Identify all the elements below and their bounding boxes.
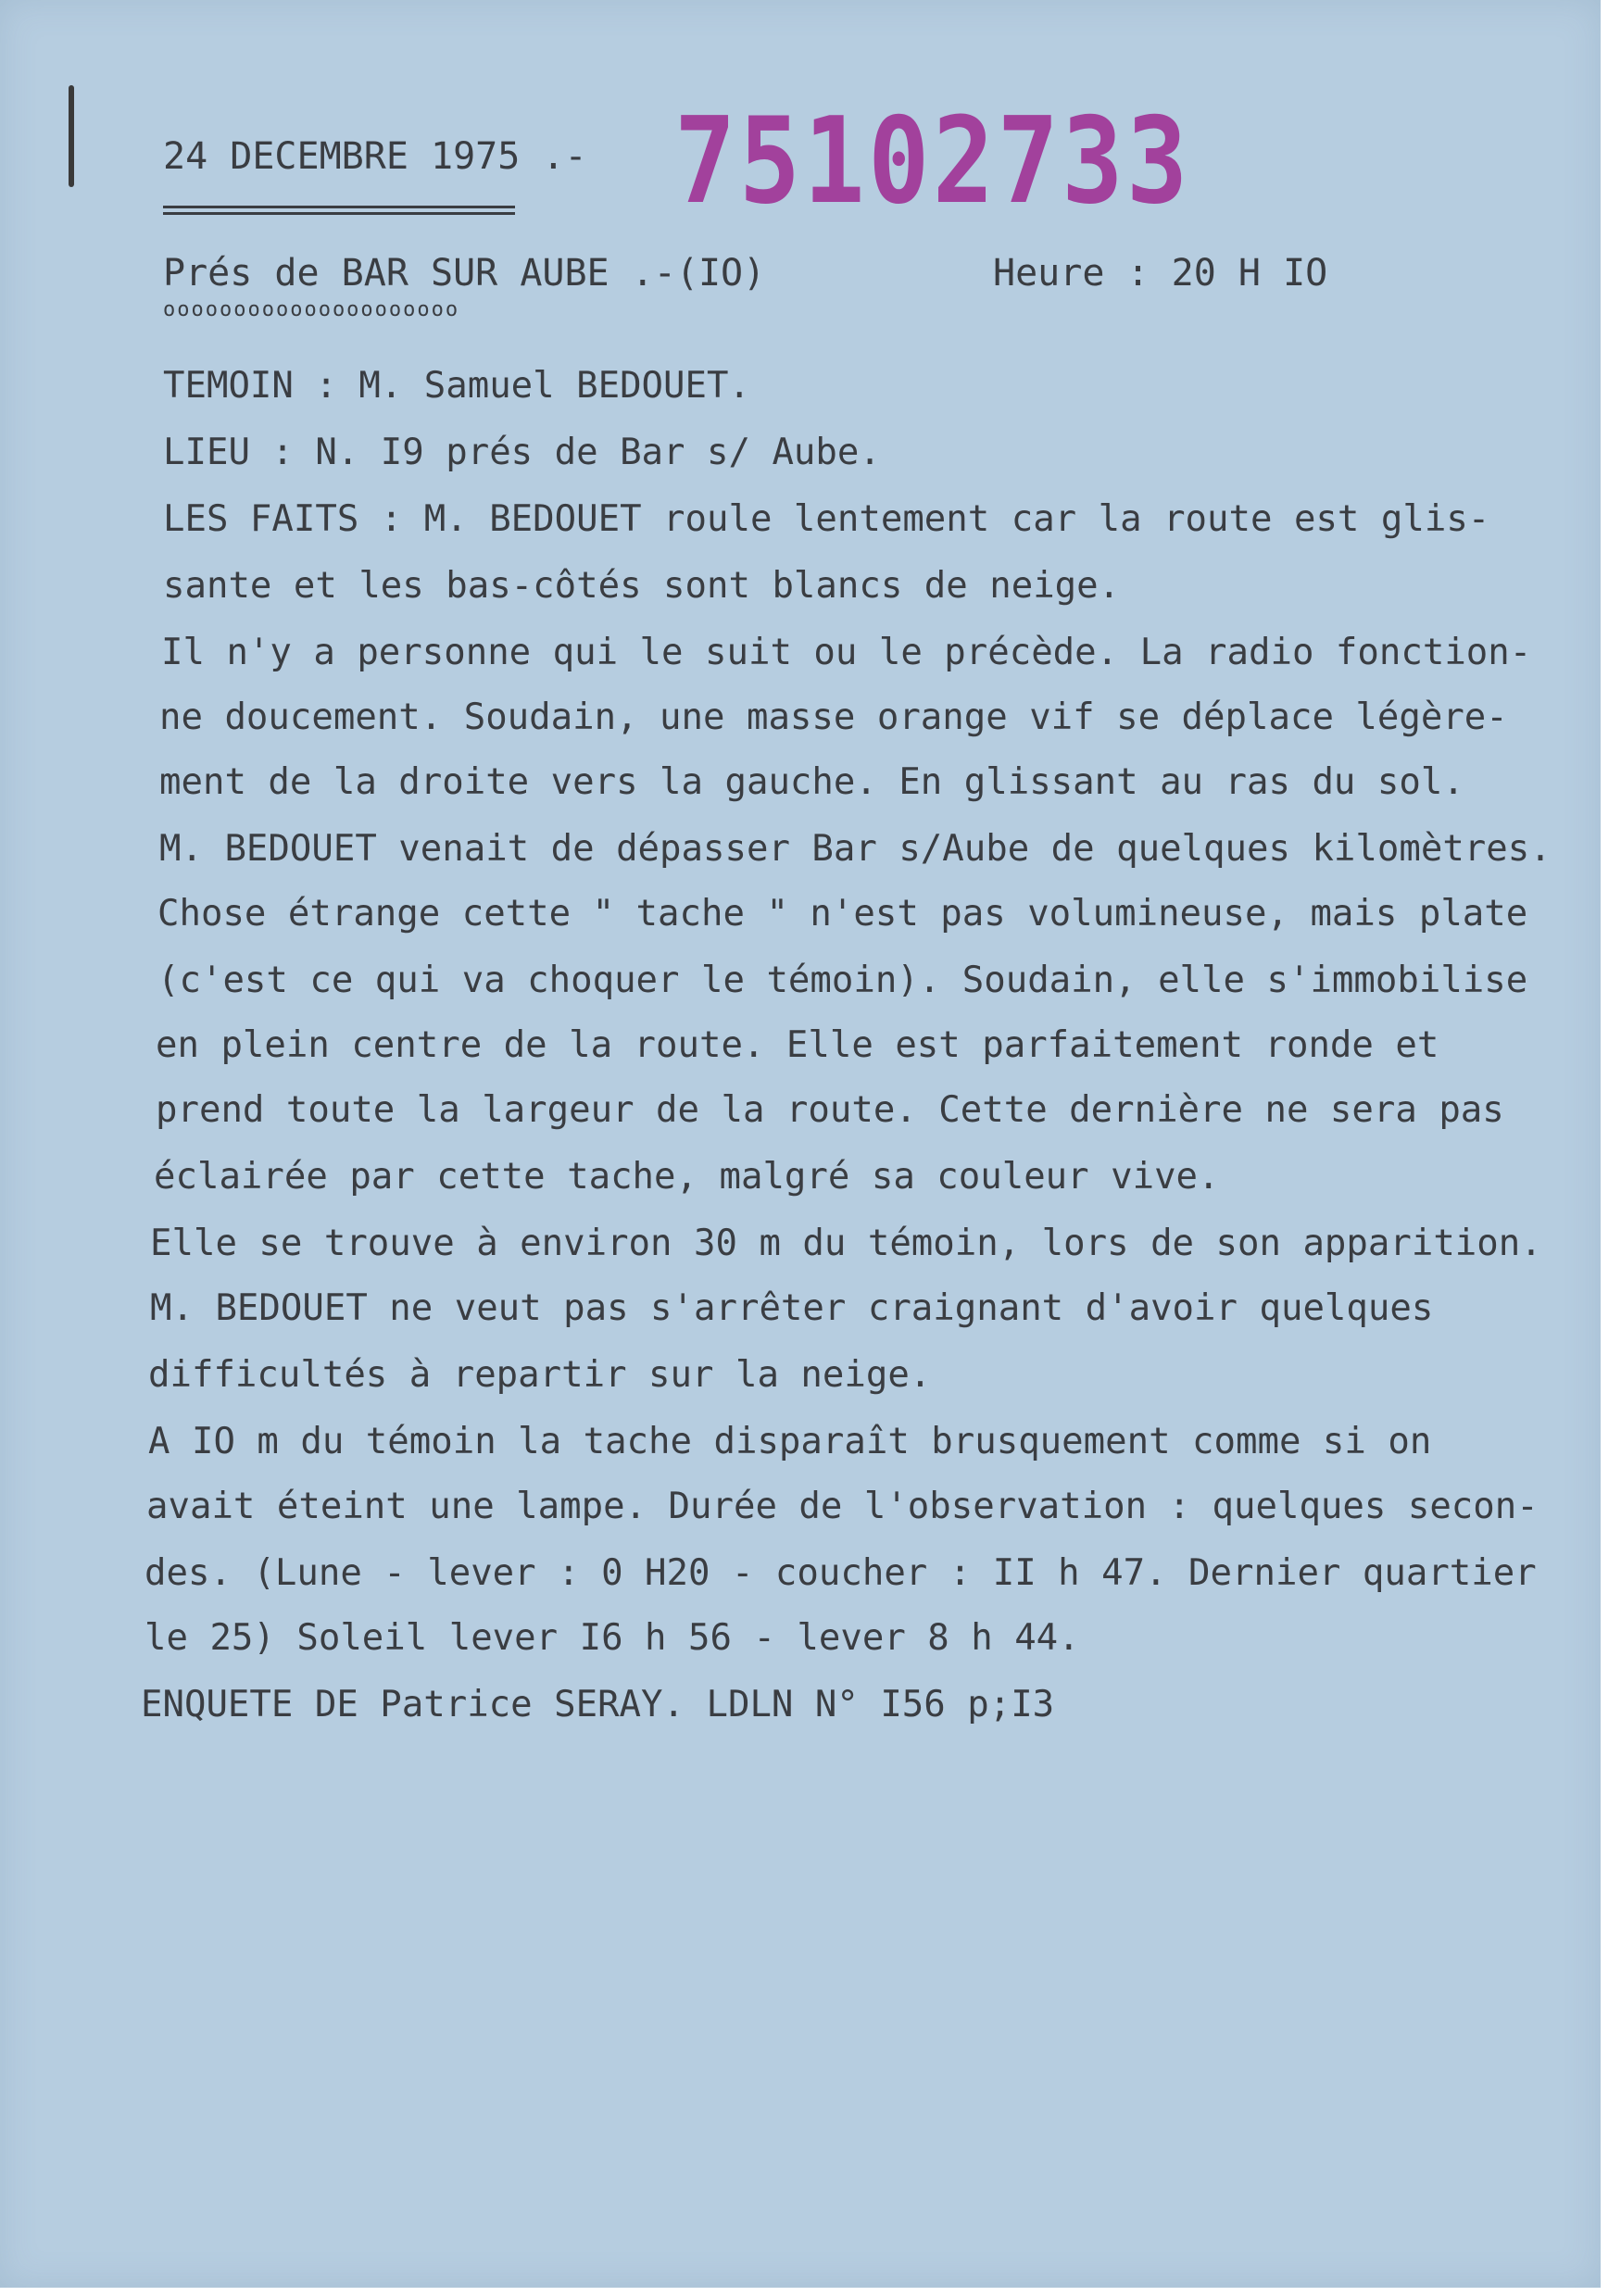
place-line: LIEU : N. I9 prés de Bar s/ Aube. [163,432,881,473]
body-line: avait éteint une lampe. Durée de l'observation : quelques secon- [146,1486,1539,1527]
observation-hour: Heure : 20 H IO [993,252,1328,295]
body-line: ne doucement. Soudain, une masse orange vif se déplace légère- [159,696,1508,738]
body-line: M. BEDOUET ne veut pas s'arrêter craignant d'avoir quelques [150,1287,1434,1329]
case-number-stamp: 75102733 [674,93,1191,231]
body-line: ment de la droite vers la gauche. En glissant au ras du sol. [159,761,1464,803]
date-double-underline [163,206,515,215]
body-line: (c'est ce qui va choquer le témoin). Soudain, elle s'immobilise [157,960,1528,1001]
body-line: des. (Lune - lever : 0 H20 - coucher : II h 47. Dernier quartier [145,1552,1537,1594]
body-line: le 25) Soleil lever I6 h 56 - lever 8 h 44. [145,1617,1080,1659]
facts-line: LES FAITS : M. BEDOUET roule lentement car la route est glis- [163,498,1490,540]
body-line: Il n'y a personne qui le suit ou le précède. La radio fonction- [161,632,1532,673]
body-line: M. BEDOUET venait de dépasser Bar s/Aube de quelques kilomètres. [159,828,1552,870]
location-underline: ooooooooooooooooooooo [163,298,460,321]
body-line: difficultés à repartir sur la neige. [148,1354,932,1396]
body-line: Chose étrange cette " tache " n'est pas volumineuse, mais plate [157,893,1528,935]
body-line: éclairée par cette tache, malgré sa couleur vive. [154,1156,1220,1198]
investigation-credit-line: ENQUETE DE Patrice SERAY. LDLN N° I56 p;I3 [141,1684,1055,1725]
body-line: Elle se trouve à environ 30 m du témoin, lors de son apparition. [150,1223,1542,1264]
binder-mark [69,85,74,187]
witness-line: TEMOIN : M. Samuel BEDOUET. [163,365,750,407]
body-line: prend toute la largeur de la route. Cette dernière ne sera pas [156,1089,1504,1131]
body-line: en plein centre de la route. Elle est parfaitement ronde et [156,1024,1439,1066]
body-line: sante et les bas-côtés sont blancs de neige. [163,565,1121,607]
report-date: 24 DECEMBRE 1975 .- [163,135,587,178]
body-line: A IO m du témoin la tache disparaît brusquement comme si on [148,1421,1432,1462]
location-heading: Prés de BAR SUR AUBE .-(IO) [163,252,766,295]
